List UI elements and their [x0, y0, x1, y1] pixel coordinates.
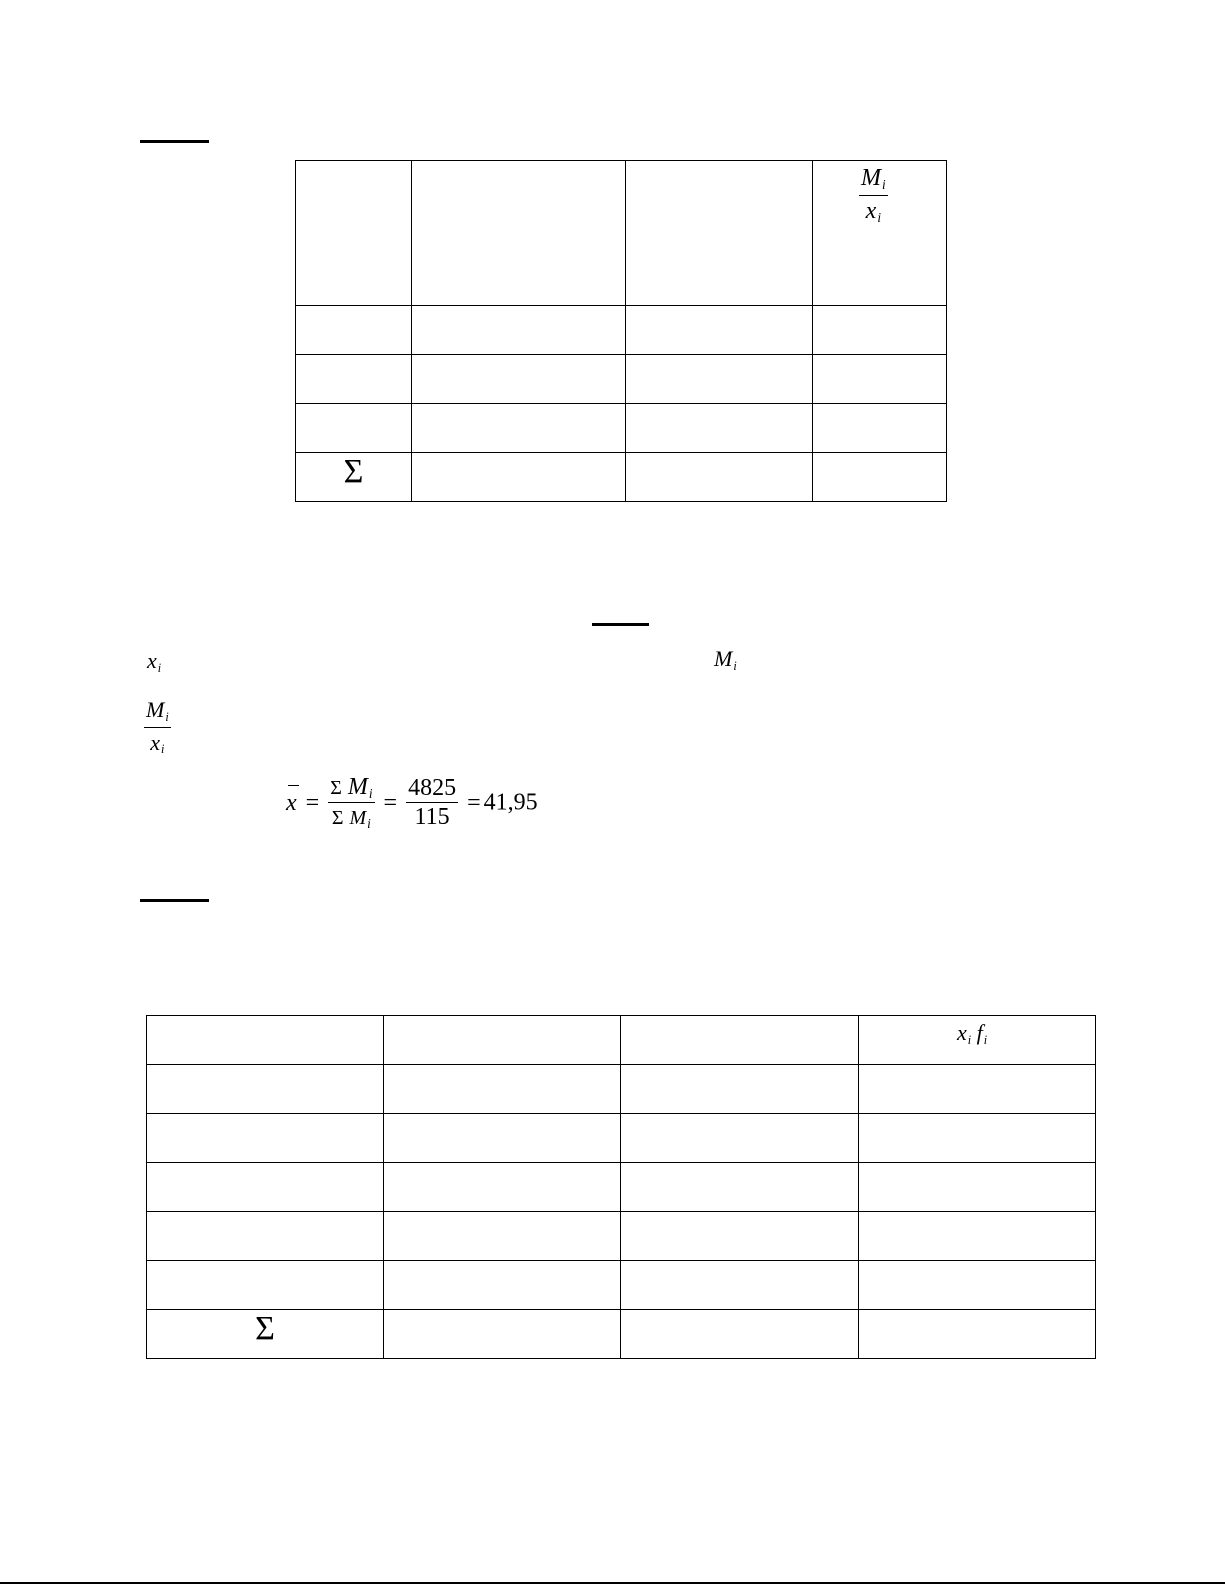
m-i-symbol	[714, 646, 737, 674]
sigma-symbol: Σ	[330, 777, 342, 799]
sum-cell	[147, 1310, 384, 1359]
table-cell	[859, 1212, 1096, 1261]
ratio-denominator-symbol: x	[150, 729, 161, 755]
formula-result: 41,95	[483, 789, 538, 816]
formula-fraction	[328, 775, 374, 830]
table-cell	[384, 1212, 621, 1261]
page-bottom-border	[0, 1582, 1225, 1584]
table-cell	[621, 1163, 859, 1212]
table-cell	[296, 355, 412, 404]
table-1-header-cell	[412, 161, 626, 306]
section-2-heading-underline	[140, 899, 209, 902]
m-subscript: i	[733, 658, 737, 673]
value-fraction	[406, 776, 458, 829]
table-2-header-cell-product	[859, 1016, 1096, 1065]
value-denominator: 115	[414, 804, 450, 831]
value-numerator: 4825	[408, 775, 457, 802]
equals-sign: =	[305, 789, 320, 816]
table-cell	[621, 1261, 859, 1310]
table-cell	[813, 404, 947, 453]
x-subscript: i	[967, 1032, 972, 1047]
table-cell	[412, 355, 626, 404]
x-symbol: x	[957, 1020, 967, 1045]
sum-cell	[296, 453, 412, 502]
table-2	[146, 1015, 1096, 1359]
ratio-numerator-symbol: M	[861, 165, 881, 191]
table-cell	[621, 1212, 859, 1261]
table-2-header-cell	[147, 1016, 384, 1065]
table-row	[147, 1212, 1096, 1261]
fraction-bar	[859, 195, 888, 196]
m-subscript: i	[367, 816, 371, 832]
ratio-header-fraction	[859, 165, 888, 226]
table-cell	[813, 306, 947, 355]
table-1	[295, 160, 947, 502]
m-symbol: M	[347, 774, 368, 800]
table-cell	[626, 306, 813, 355]
x-i-symbol	[147, 648, 161, 676]
sigma-symbol: Σ	[331, 807, 344, 830]
table-cell	[412, 306, 626, 355]
table-2-header-cell	[621, 1016, 859, 1065]
harmonic-mean-formula	[286, 775, 538, 830]
table-cell	[147, 1163, 384, 1212]
table-cell	[296, 404, 412, 453]
section-1-heading-underline	[140, 140, 209, 143]
sigma-symbol: Σ	[343, 453, 364, 490]
table-1-header-cell-ratio	[813, 161, 947, 306]
table-cell	[626, 453, 813, 502]
m-subscript: i	[368, 785, 373, 801]
sigma-symbol: Σ	[255, 1310, 275, 1347]
x-subscript: i	[157, 660, 162, 675]
table-cell	[859, 1261, 1096, 1310]
ratio-numerator-subscript: i	[882, 176, 886, 192]
table-cell	[626, 404, 813, 453]
table-cell	[813, 453, 947, 502]
table-cell	[626, 355, 813, 404]
xi-fi-symbol	[957, 1020, 987, 1048]
table-cell	[384, 1310, 621, 1359]
table-cell	[621, 1310, 859, 1359]
ratio-numerator-subscript: i	[165, 709, 169, 724]
overline	[288, 785, 299, 787]
f-subscript: i	[983, 1032, 988, 1047]
table-1-header-cell	[626, 161, 813, 306]
table-sum-row	[147, 1310, 1096, 1359]
m-symbol: M	[714, 646, 733, 671]
fraction-bar	[406, 802, 458, 803]
equals-sign: =	[383, 789, 398, 816]
table-row	[296, 355, 947, 404]
table-cell	[147, 1261, 384, 1310]
ratio-denominator-subscript: i	[161, 742, 165, 757]
table-row	[296, 306, 947, 355]
table-cell	[621, 1065, 859, 1114]
table-cell	[296, 306, 412, 355]
table-cell	[412, 453, 626, 502]
table-sum-row	[296, 453, 947, 502]
ratio-denominator-subscript: i	[877, 209, 881, 225]
table-row	[147, 1163, 1096, 1212]
table-cell	[384, 1114, 621, 1163]
table-cell	[147, 1212, 384, 1261]
ratio-symbol	[144, 697, 171, 757]
table-cell	[384, 1065, 621, 1114]
table-row	[147, 1114, 1096, 1163]
table-cell	[813, 355, 947, 404]
ratio-denominator-symbol: x	[865, 197, 877, 224]
equals-sign: =	[467, 789, 481, 816]
table-2-header-row	[147, 1016, 1096, 1065]
table-cell	[621, 1114, 859, 1163]
table-cell	[147, 1114, 384, 1163]
table-cell	[412, 404, 626, 453]
fraction-bar	[144, 727, 171, 728]
table-row	[147, 1261, 1096, 1310]
table-2-header-cell	[384, 1016, 621, 1065]
table-cell	[384, 1261, 621, 1310]
mean-symbol: x	[286, 789, 297, 816]
table-cell	[859, 1114, 1096, 1163]
m-symbol: M	[349, 807, 367, 830]
table-row	[147, 1065, 1096, 1114]
table-row	[296, 404, 947, 453]
table-cell	[859, 1065, 1096, 1114]
x-symbol: x	[147, 648, 157, 673]
section-heading-underline	[592, 623, 649, 626]
table-1-header-cell	[296, 161, 412, 306]
table-cell	[147, 1065, 384, 1114]
ratio-numerator-symbol: M	[146, 697, 165, 722]
table-cell	[859, 1310, 1096, 1359]
table-1-header-row	[296, 161, 947, 306]
table-cell	[859, 1163, 1096, 1212]
table-cell	[384, 1163, 621, 1212]
fraction-bar	[328, 802, 374, 803]
f-symbol: f	[976, 1020, 983, 1045]
